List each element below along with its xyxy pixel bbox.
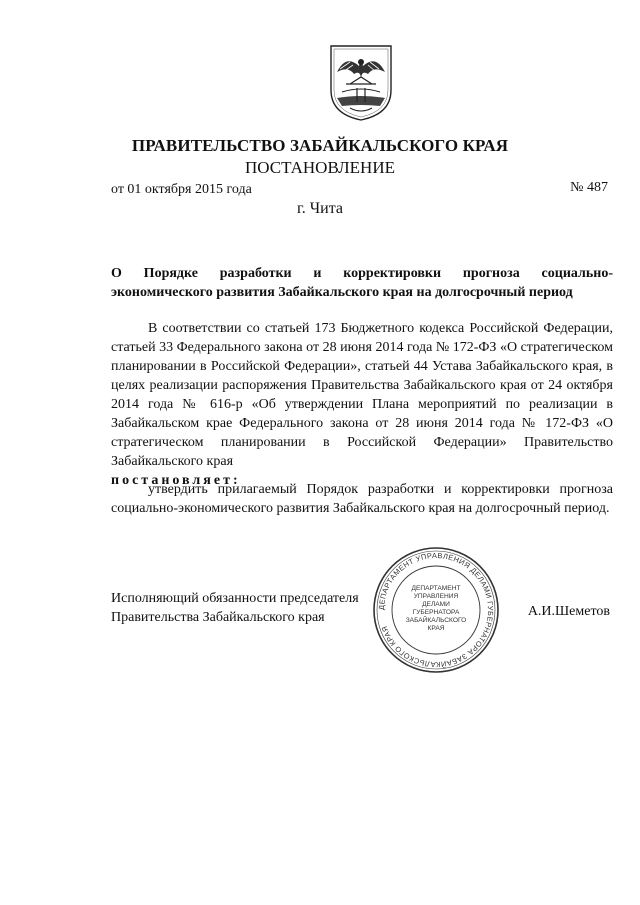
official-stamp xyxy=(372,546,500,674)
stamp-center-line-2: УПРАВЛЕНИЯ xyxy=(413,593,459,600)
preamble xyxy=(111,319,613,490)
signer-position-line-1: Исполняющий обязанности председателя xyxy=(111,591,359,606)
stamp-center-line-6: КРАЯ xyxy=(427,625,445,632)
stamp-center-line-1: ДЕПАРТАМЕНТ xyxy=(411,585,461,592)
signer-position xyxy=(111,589,359,627)
signer-name: А.И.Шеметов xyxy=(527,604,610,619)
document-type: ПОСТАНОВЛЕНИЕ xyxy=(244,158,395,177)
stamp-center-line-4: ГУБЕРНАТОРА xyxy=(412,609,460,616)
document-city: г. Чита xyxy=(296,200,343,217)
heading-line-1: О Порядке разработки и корректировки прогноза социально- xyxy=(111,266,613,281)
organization-title: ПРАВИТЕЛЬСТВО ЗАБАЙКАЛЬСКОГО КРАЯ xyxy=(131,136,509,155)
stamp-outer-text: ДЕПАРТАМЕНТ УПРАВЛЕНИЯ ДЕЛАМИ ГУБЕРНАТОРА ЗАБАЙКАЛЬСКОГО КРАЯ xyxy=(376,550,496,670)
stamp-center-line-5: ЗАБАЙКАЛЬСКОГО xyxy=(405,617,467,624)
coat-of-arms-icon xyxy=(328,44,394,122)
document-heading xyxy=(111,264,613,302)
resolution-paragraph: утвердить прилагаемый Порядок разработки и корректировки прогноза социально-экономического развития Забайкальского края на долгосрочный период. xyxy=(111,482,613,516)
heading-line-2: экономического развития Забайкальского края на долгосрочный период xyxy=(111,285,573,300)
signer-position-line-2: Правительства Забайкальского края xyxy=(111,610,325,625)
stamp-center-line-3: ДЕЛАМИ xyxy=(422,601,450,608)
decree-word: постановляет: xyxy=(111,473,241,488)
document-number: № 487 xyxy=(570,180,608,195)
preamble-paragraph: В соответствии со статьей 173 Бюджетного кодекса Российской Федерации, статьей 33 Федерального закона от 28 июня 2014 года № 172-ФЗ «О стратегическом планировании в Российской Федерации», статьей 44 Устава Забайкальского края, в целях реализации распоряжения Правительства Забайкальского края от 24 октября 2014 года № 616-р «Об утверждении Плана мероприятий по реализации в Забайкальском крае Федерального закона от 28 июня 2014 года № 172-ФЗ «О стратегическом планировании в Российской Федерации» Правительство Забайкальского края xyxy=(111,321,613,469)
document-date: от 01 октября 2015 года xyxy=(111,182,252,197)
